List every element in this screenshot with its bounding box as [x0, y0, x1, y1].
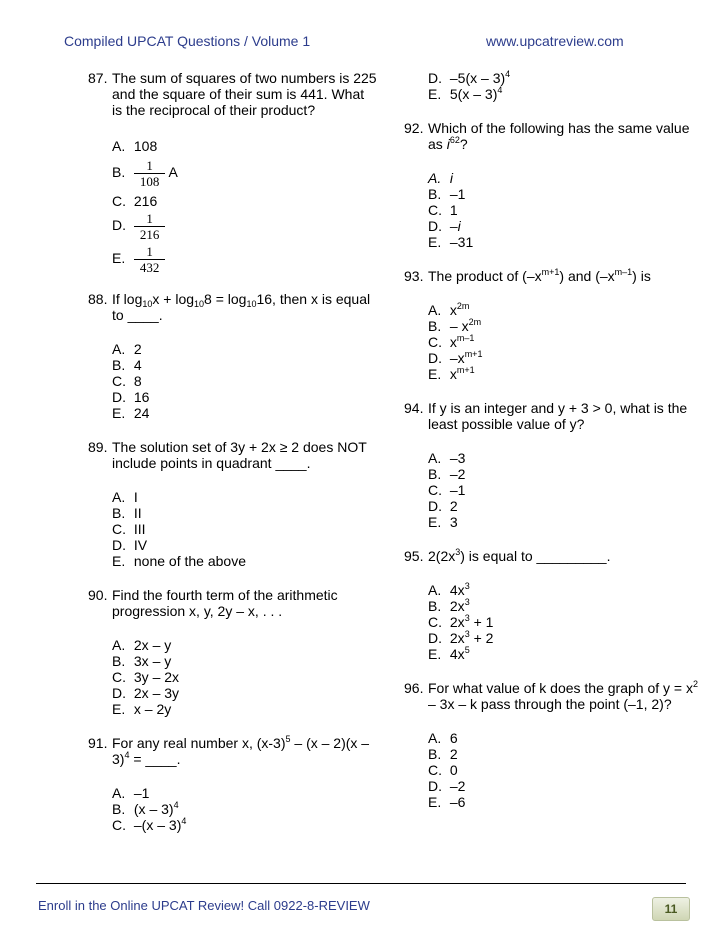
choice-b: B. – $x^{2m}$ — [428, 317, 482, 334]
choice-c: C. III — [112, 521, 146, 537]
choice-a: A. 108 — [112, 138, 158, 154]
question-88 — [88, 291, 378, 323]
choice-d: D. 16 — [112, 389, 150, 405]
choice-d: D. $\frac{1}{216}$ — [112, 211, 378, 242]
choice-d: D. 2 — [428, 498, 458, 514]
choice-e: E. 5(x – 3)$^4$ — [428, 85, 503, 102]
choice-d: D. –i — [428, 218, 461, 234]
question-text: Which of the following has the same value as $i^{62}$? — [428, 120, 690, 152]
choice-d: D. –5(x – 3)$^4$ — [428, 69, 511, 86]
choice-a: A. 2x – y — [112, 637, 172, 653]
header-website[interactable]: www.upcatreview.com — [486, 33, 624, 49]
question-text: The sum of squares of two numbers is 225 and the square of their sum is 441. What is the reciprocal of their product? — [112, 70, 377, 118]
question-text: If $\log_{10}x + \log_{10}8 = \log_{10}16$, then x is equal to ____. — [112, 291, 371, 323]
fraction: $\frac{1}{216}$ — [134, 211, 166, 242]
question-number: 92. — [404, 120, 424, 136]
choice-e: E. –6 — [428, 794, 466, 810]
question-text: The product of $(-x^{m+1})$ and $(-x^{m-1})$ is — [428, 267, 651, 284]
choice-d: D. $-x^{m+1}$ — [428, 349, 483, 366]
question-87 — [88, 70, 378, 118]
choice-c: C. $x^{m-1}$ — [428, 333, 475, 350]
question-text: $2(2x^3)$ is equal to _________. — [428, 547, 611, 564]
choice-a: A. i — [428, 170, 454, 186]
choice-b: B. –1 — [428, 186, 466, 202]
choice-b: B. $\frac{1}{108}$ A — [112, 158, 178, 189]
choice-e: E. $\frac{1}{432}$ — [112, 244, 378, 275]
question-text: Find the fourth term of the arithmetic progression x, y, 2y – x, . . . — [112, 587, 338, 619]
question-number: 90. — [88, 587, 108, 603]
question-number: 87. — [88, 70, 108, 86]
choice-c: C. 3y – 2x — [112, 669, 180, 685]
question-text: The solution set of 3y + 2x ≥ 2 does NOT include points in quadrant ____. — [112, 439, 367, 471]
right-column — [404, 70, 704, 810]
choice-e: E. $4x^5$ — [428, 645, 470, 662]
question-number: 88. — [88, 291, 108, 307]
choice-a: A. –1 — [112, 785, 150, 801]
question-number: 89. — [88, 439, 108, 455]
fraction: $\frac{1}{432}$ — [134, 244, 166, 275]
choice-c: C. –1 — [428, 482, 466, 498]
question-number: 94. — [404, 400, 424, 416]
choice-d: D. –2 — [428, 778, 466, 794]
choice-a: A. $4x^3$ — [428, 581, 470, 598]
question-text: If y is an integer and y + 3 > 0, what is the least possible value of y? — [428, 400, 688, 432]
choice-b: B. $2x^3$ — [428, 597, 470, 614]
choice-c: C. $2x^3 + 1$ — [428, 613, 494, 630]
left-column — [88, 70, 378, 833]
choice-c: C. –(x – 3)$^4$ — [112, 816, 187, 833]
question-number: 91. — [88, 735, 108, 751]
page-number-badge: 11 — [652, 897, 690, 921]
question-93 — [404, 268, 704, 284]
header-volume-title: Compiled UPCAT Questions / Volume 1 — [64, 33, 311, 49]
question-89 — [88, 439, 378, 471]
choice-b: B. (x – 3)$^4$ — [112, 800, 179, 817]
choice-e: E. 3 — [428, 514, 458, 530]
question-text: For any real number x, $(x-3)^5 - (x - 2)(x - 3)^4$ = ____. — [112, 734, 370, 767]
choice-b: B. 2 — [428, 746, 458, 762]
choice-b: B. 4 — [112, 357, 142, 373]
choice-e: E. none of the above — [112, 553, 246, 569]
question-number: 95. — [404, 548, 424, 564]
choice-a: A. 2 — [112, 341, 142, 357]
question-91 — [88, 735, 378, 767]
question-number: 96. — [404, 680, 424, 696]
choice-c: C. 8 — [112, 373, 142, 389]
choice-e: E. –31 — [428, 234, 474, 250]
choice-a: A. –3 — [428, 450, 466, 466]
choice-c: C. 216 — [112, 193, 158, 209]
fraction: $\frac{1}{108}$ — [134, 158, 166, 189]
question-95 — [404, 548, 704, 564]
question-92 — [404, 120, 704, 152]
choice-e: E. x – 2y — [112, 701, 172, 717]
question-90 — [88, 587, 378, 619]
choice-c: C. 0 — [428, 762, 458, 778]
footer-enroll-text[interactable]: Enroll in the Online UPCAT Review! Call 0922-8-REVIEW — [38, 898, 370, 913]
choice-d: D. $2x^3 + 2$ — [428, 629, 494, 646]
question-94 — [404, 400, 704, 432]
choice-d: D. 2x – 3y — [112, 685, 180, 701]
choice-a: A. $x^{2m}$ — [428, 301, 470, 318]
choice-a: A. 6 — [428, 730, 458, 746]
choice-b: B. –2 — [428, 466, 466, 482]
question-96 — [404, 680, 704, 712]
choice-a: A. I — [112, 489, 138, 505]
choice-b: B. II — [112, 505, 142, 521]
footer-divider — [36, 883, 686, 884]
choice-e: E. $x^{m+1}$ — [428, 365, 475, 382]
choice-d: D. IV — [112, 537, 148, 553]
choice-e: E. 24 — [112, 405, 150, 421]
question-number: 93. — [404, 268, 424, 284]
choice-c: C. 1 — [428, 202, 458, 218]
choice-b: B. 3x – y — [112, 653, 172, 669]
question-text: For what value of k does the graph of $y = x^2 - 3x - k$ pass through the point (–1, 2)? — [428, 679, 698, 712]
